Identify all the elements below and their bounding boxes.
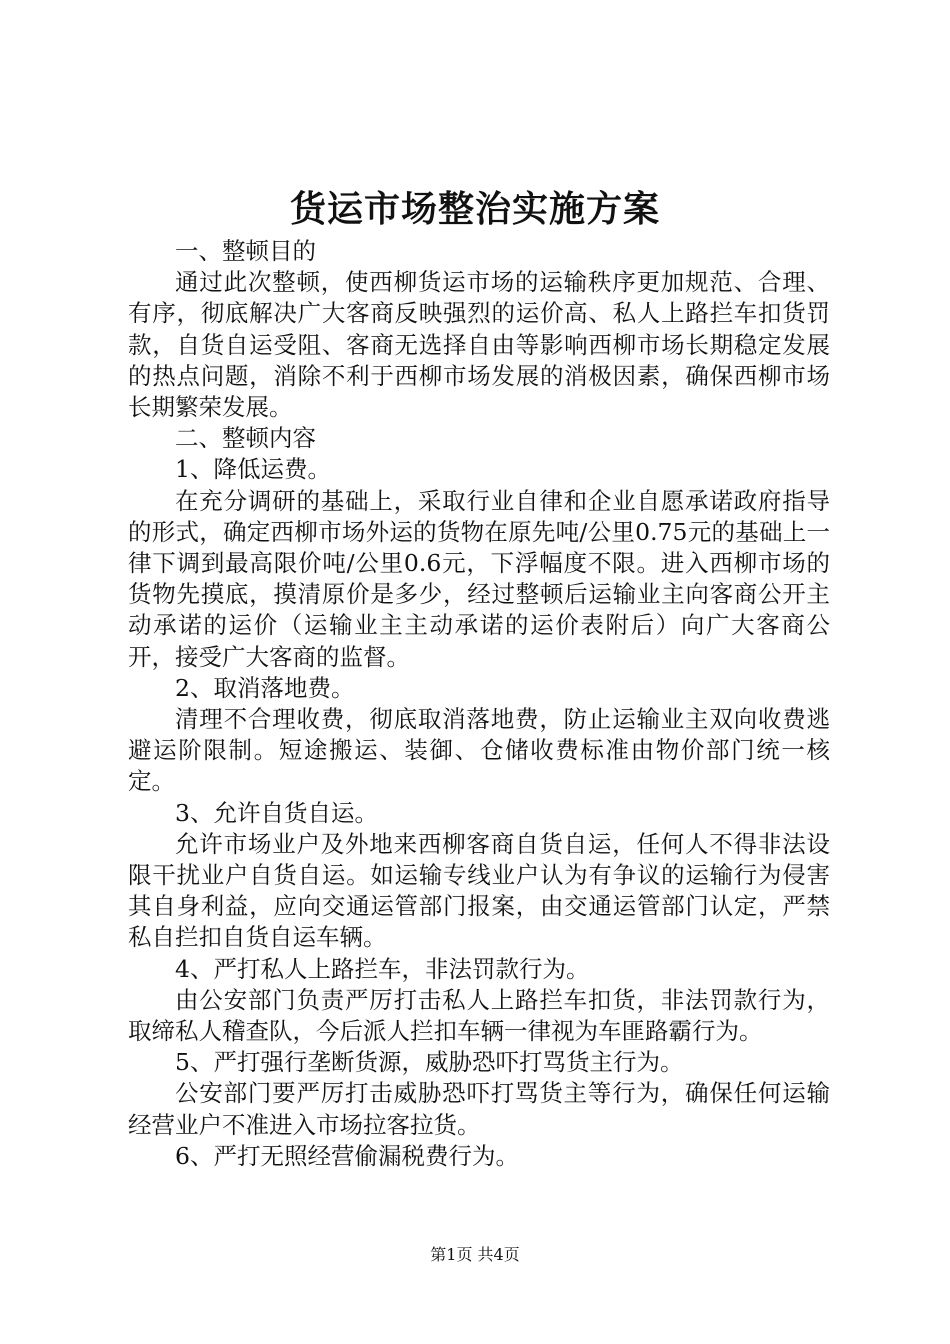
body-paragraph: 清理不合理收费，彻底取消落地费，防止运输业主双向收费逃避运阶限制。短途搬运、装御、仓储收费标准由物价部门统一核定。 <box>128 705 830 796</box>
subsection-heading: 4、严打私人上路拦车，非法罚款行为。 <box>175 954 590 983</box>
section-heading: 一、整顿目的 <box>175 237 316 265</box>
subsection-heading: 3、允许自货自运。 <box>175 798 378 827</box>
body-paragraph: 公安部门要严厉打击威胁恐吓打骂货主等行为，确保任何运输经营业户不准进入市场拉客拉货。 <box>128 1079 830 1139</box>
document-title: 货运市场整治实施方案 <box>289 188 660 230</box>
subsection-heading: 5、严打强行垄断货源，威胁恐吓打骂货主行为。 <box>175 1048 684 1077</box>
body-paragraph: 允许市场业户及外地来西柳客商自货自运，任何人不得非法设限干扰业户自货自运。如运输专线业户认为有争议的运输行为侵害其自身利益，应向交通运管部门报案，由交通运管部门认定，严禁私自拦扣自货自运车辆。 <box>128 829 830 952</box>
subsection-heading: 2、取消落地费。 <box>175 673 355 702</box>
subsection-heading: 6、严打无照经营偷漏税费行为。 <box>175 1141 519 1170</box>
page-number-footer: 第1页 共4页 <box>430 1245 520 1264</box>
document-body <box>128 236 830 1172</box>
section-heading: 二、整顿内容 <box>175 424 316 453</box>
subsection-heading: 1、降低运费。 <box>175 455 331 484</box>
body-paragraph: 在充分调研的基础上，采取行业自律和企业自愿承诺政府指导的形式，确定西柳市场外运的货物在原先吨/公里0.75元的基础上一律下调到最高限价吨/公里0.6元，下浮幅度不限。进入西柳市场的货物先摸底，摸清原价是多少，经过整顿后运输业主向客商公开主动承诺的运价（运输业主主动承诺的运价表附后）向广大客商公开，接受广大客商的监督。 <box>128 486 830 671</box>
body-paragraph: 通过此次整顿，使西柳货运市场的运输秩序更加规范、合理、有序，彻底解决广大客商反映强烈的运价高、私人上路拦车扣货罚款，自货自运受阻、客商无选择自由等影响西柳市场长期稳定发展的热点问题，消除不利于西柳市场发展的消极因素，确保西柳市场长期繁荣发展。 <box>128 268 830 422</box>
body-paragraph: 由公安部门负责严厉打击私人上路拦车扣货，非法罚款行为，取缔私人稽查队，今后派人拦扣车辆一律视为车匪路霸行为。 <box>128 985 830 1046</box>
